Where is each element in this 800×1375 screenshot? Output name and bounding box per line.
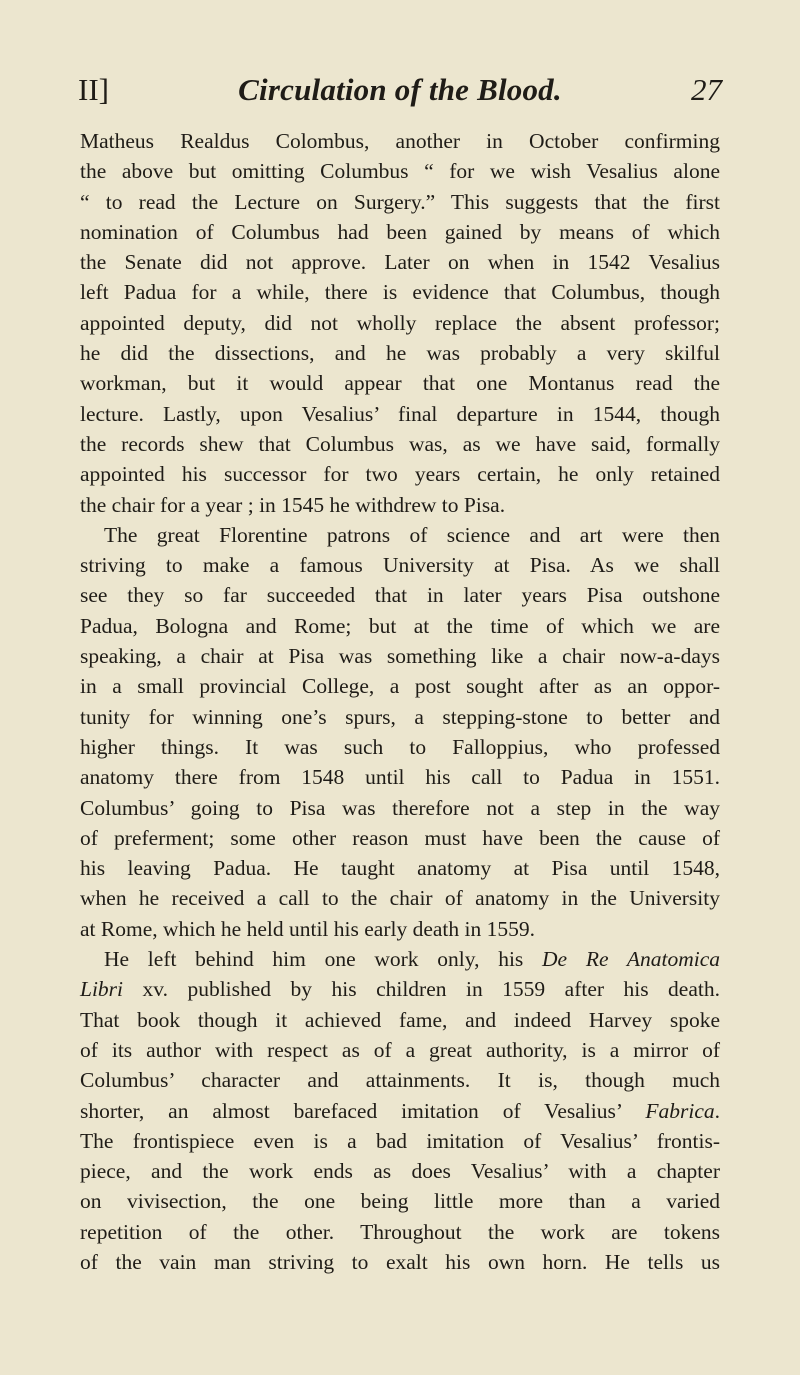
text-line: of its author with respect as of a great authority, is a mirror of [80,1037,720,1062]
text-line: striving to make a famous University at Pisa. As we shall [80,553,720,578]
text-line: Padua, Bologna and Rome; but at the time of which we are [80,613,720,638]
text-line: at Rome, which he held until his early death in 1559. [80,916,535,941]
text-line: he did the dissections, and he was probably a very skilful [80,341,720,366]
text-line: repetition of the other. Throughout the work are tokens [80,1219,720,1244]
text-line: of the vain man striving to exalt his own horn. He tells us [80,1249,720,1274]
text-line: “ to read the Lecture on Surgery.” This suggests that the first [80,189,720,214]
text-line: He left behind him one work only, his De Re Anatomica [104,947,720,972]
text-line: nomination of Columbus had been gained by means of which [80,219,720,244]
text-line: in a small provincial College, a post sought after as an oppor- [80,674,720,699]
text-line: shorter, an almost barefaced imitation of Vesalius’ Fabrica. [80,1098,720,1123]
text-line: of preferment; some other reason must have been the cause of [80,825,720,850]
text-line: the above but omitting Columbus “ for we wish Vesalius alone [80,159,720,184]
text-line: appointed deputy, did not wholly replace the absent professor; [80,310,720,335]
text-line: Libri xv. published by his children in 1559 after his death. [80,977,720,1002]
text-line: left Padua for a while, there is evidence that Columbus, though [80,280,720,305]
text-line: his leaving Padua. He taught anatomy at Pisa until 1548, [80,856,720,881]
section-marker: II] [78,72,109,107]
text-line: That book though it achieved fame, and indeed Harvey spoke [80,1007,720,1032]
text-line: piece, and the work ends as does Vesalius’ with a chapter [80,1159,720,1184]
text-line: speaking, a chair at Pisa was something like a chair now-a-days [80,644,720,669]
text-line: Matheus Realdus Colombus, another in October confirming [80,129,720,153]
text-line: the records shew that Columbus was, as we have said, formally [80,431,720,456]
text-line: higher things. It was such to Falloppius, who professed [80,734,720,759]
running-title: Circulation of the Blood. [238,72,562,107]
text-line: Columbus’ character and attainments. It is, though much [80,1068,720,1093]
text-line: the Senate did not approve. Later on when in 1542 Vesalius [80,250,720,275]
text-line: on vivisection, the one being little more than a varied [80,1189,720,1214]
text-line: lecture. Lastly, upon Vesalius’ final departure in 1544, though [80,401,720,426]
text-line: anatomy there from 1548 until his call to Padua in 1551. [80,765,720,790]
text-line: see they so far succeeded that in later years Pisa outshone [80,583,720,608]
text-line: The frontispiece even is a bad imitation of Vesalius’ frontis- [80,1128,720,1153]
text-line: Columbus’ going to Pisa was therefore not a step in the way [80,795,720,820]
text-line: The great Florentine patrons of science and art were then [104,522,720,547]
page-number: 27 [691,72,722,107]
running-header [78,72,722,116]
text-line: when he received a call to the chair of anatomy in the University [80,886,720,911]
text-line: tunity for winning one’s spurs, a stepping-stone to better and [80,704,720,729]
text-line: the chair for a year ; in 1545 he withdrew to Pisa. [80,492,506,517]
body-text [80,126,720,1277]
text-line: workman, but it would appear that one Montanus read the [80,371,720,396]
text-line: appointed his successor for two years certain, he only retained [80,462,720,487]
